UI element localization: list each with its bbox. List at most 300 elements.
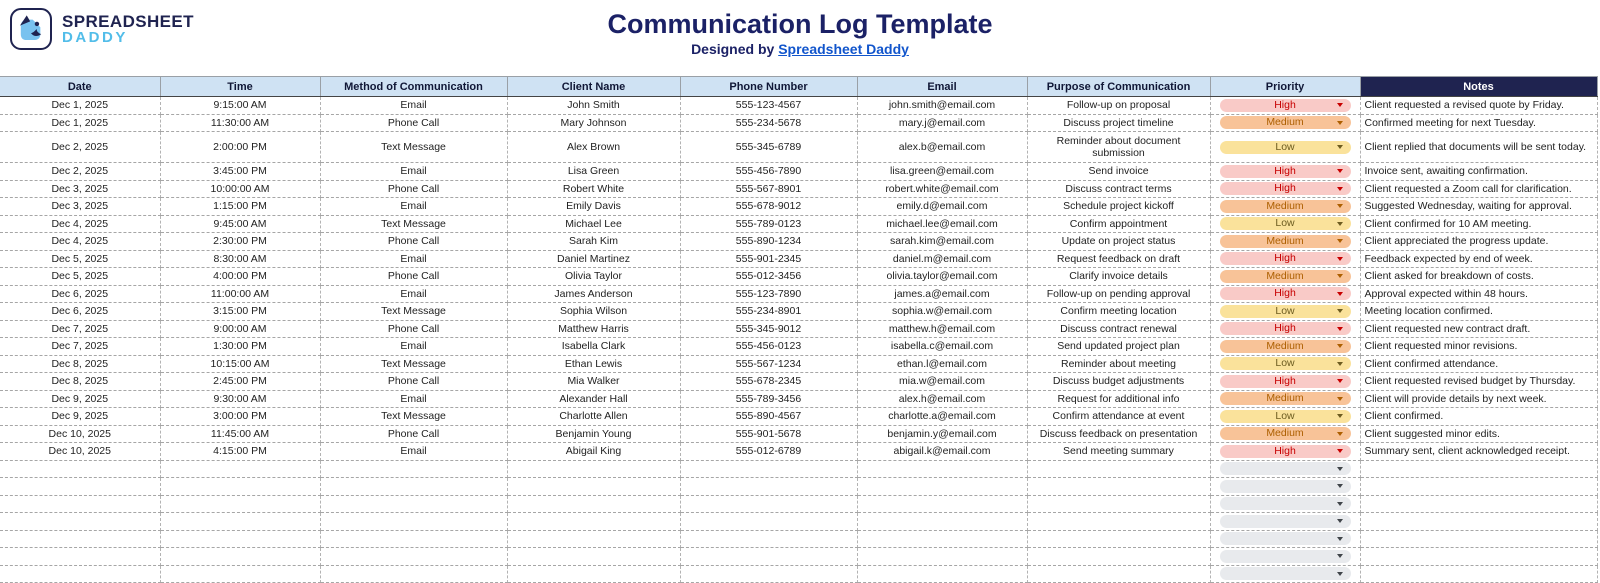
cell-client[interactable] [507,548,680,566]
cell-priority[interactable] [1210,97,1360,115]
cell-client[interactable]: Alexander Hall [507,390,680,408]
cell-date[interactable]: Dec 5, 2025 [0,268,160,286]
cell-client[interactable]: Abigail King [507,443,680,461]
cell-method[interactable] [320,495,507,513]
dog-face-icon [10,8,52,50]
cell-time[interactable]: 9:45:00 AM [160,215,320,233]
cell-priority[interactable] [1210,303,1360,321]
cell-email[interactable]: abigail.k@email.com [857,443,1027,461]
cell-time[interactable]: 1:30:00 PM [160,338,320,356]
priority-dropdown[interactable] [1220,217,1351,230]
priority-dropdown[interactable] [1220,287,1351,300]
cell-priority[interactable] [1210,408,1360,426]
priority-dropdown[interactable] [1220,410,1351,423]
cell-time[interactable]: 9:30:00 AM [160,390,320,408]
cell-email[interactable]: mary.j@email.com [857,114,1027,132]
cell-time[interactable]: 2:30:00 PM [160,233,320,251]
cell-time[interactable]: 8:30:00 AM [160,250,320,268]
cell-purpose[interactable]: Send meeting summary [1027,443,1210,461]
cell-time[interactable] [160,530,320,548]
cell-method[interactable] [320,460,507,478]
cell-email[interactable]: michael.lee@email.com [857,215,1027,233]
cell-notes[interactable] [1360,478,1597,496]
cell-phone[interactable] [680,478,857,496]
priority-dropdown[interactable] [1220,270,1351,283]
cell-client[interactable]: Matthew Harris [507,320,680,338]
cell-method[interactable]: Text Message [320,355,507,373]
cell-email[interactable]: lisa.green@email.com [857,163,1027,181]
cell-email[interactable]: mia.w@email.com [857,373,1027,391]
cell-method[interactable]: Email [320,338,507,356]
cell-phone[interactable]: 555-012-6789 [680,443,857,461]
table-row [0,132,1597,163]
cell-time[interactable]: 10:15:00 AM [160,355,320,373]
priority-dropdown[interactable] [1220,235,1351,248]
cell-client[interactable]: Charlotte Allen [507,408,680,426]
table-row [0,97,1597,115]
cell-email[interactable]: olivia.taylor@email.com [857,268,1027,286]
cell-client[interactable] [507,565,680,583]
cell-priority[interactable] [1210,548,1360,566]
cell-method[interactable]: Text Message [320,408,507,426]
cell-method[interactable]: Phone Call [320,180,507,198]
cell-method[interactable]: Phone Call [320,425,507,443]
cell-phone[interactable]: 555-345-9012 [680,320,857,338]
priority-dropdown[interactable] [1220,567,1351,580]
cell-date[interactable] [0,548,160,566]
priority-dropdown[interactable] [1220,182,1351,195]
table-row [0,303,1597,321]
cell-date[interactable]: Dec 3, 2025 [0,180,160,198]
cell-purpose[interactable]: Discuss contract terms [1027,180,1210,198]
cell-phone[interactable]: 555-901-5678 [680,425,857,443]
cell-purpose[interactable]: Reminder about meeting [1027,355,1210,373]
cell-method[interactable]: Phone Call [320,373,507,391]
cell-email[interactable] [857,530,1027,548]
priority-dropdown[interactable] [1220,515,1351,528]
chevron-down-icon [1337,257,1343,261]
cell-email[interactable]: john.smith@email.com [857,97,1027,115]
cell-date[interactable]: Dec 3, 2025 [0,198,160,216]
cell-notes[interactable]: Suggested Wednesday, waiting for approval. [1360,198,1597,216]
cell-phone[interactable]: 555-789-3456 [680,390,857,408]
cell-priority[interactable] [1210,250,1360,268]
cell-notes[interactable]: Approval expected within 48 hours. [1360,285,1597,303]
cell-client[interactable]: Emily Davis [507,198,680,216]
cell-purpose[interactable]: Discuss contract renewal [1027,320,1210,338]
cell-notes[interactable]: Client requested a revised quote by Friday. [1360,97,1597,115]
priority-dropdown[interactable] [1220,357,1351,370]
cell-phone[interactable]: 555-123-7890 [680,285,857,303]
spreadsheet-daddy-link[interactable]: Spreadsheet Daddy [778,41,909,58]
cell-client[interactable] [507,460,680,478]
cell-purpose[interactable]: Clarify invoice details [1027,268,1210,286]
cell-phone[interactable]: 555-890-4567 [680,408,857,426]
cell-email[interactable]: emily.d@email.com [857,198,1027,216]
column-header-purpose[interactable]: Purpose of Communication [1027,77,1210,97]
cell-notes[interactable]: Client requested new contract draft. [1360,320,1597,338]
cell-client[interactable] [507,495,680,513]
cell-time[interactable]: 4:00:00 PM [160,268,320,286]
cell-notes[interactable]: Client asked for breakdown of costs. [1360,268,1597,286]
cell-purpose[interactable] [1027,495,1210,513]
cell-priority[interactable] [1210,338,1360,356]
cell-purpose[interactable]: Confirm attendance at event [1027,408,1210,426]
cell-client[interactable]: Sophia Wilson [507,303,680,321]
cell-notes[interactable] [1360,565,1597,583]
cell-client[interactable]: Mia Walker [507,373,680,391]
cell-priority[interactable] [1210,285,1360,303]
cell-date[interactable]: Dec 8, 2025 [0,373,160,391]
cell-method[interactable] [320,530,507,548]
cell-priority[interactable] [1210,460,1360,478]
cell-priority[interactable] [1210,114,1360,132]
cell-phone[interactable]: 555-567-8901 [680,180,857,198]
cell-method[interactable]: Text Message [320,303,507,321]
priority-dropdown[interactable] [1220,200,1351,213]
cell-email[interactable]: matthew.h@email.com [857,320,1027,338]
cell-priority[interactable] [1210,163,1360,181]
cell-client[interactable]: Ethan Lewis [507,355,680,373]
priority-dropdown[interactable] [1220,480,1351,493]
cell-purpose[interactable]: Discuss budget adjustments [1027,373,1210,391]
cell-priority[interactable] [1210,425,1360,443]
cell-priority[interactable] [1210,355,1360,373]
cell-notes[interactable]: Client confirmed. [1360,408,1597,426]
cell-phone[interactable]: 555-234-5678 [680,114,857,132]
priority-dropdown[interactable] [1220,252,1351,265]
cell-email[interactable]: isabella.c@email.com [857,338,1027,356]
cell-purpose[interactable]: Confirm appointment [1027,215,1210,233]
cell-client[interactable]: Mary Johnson [507,114,680,132]
cell-client[interactable]: Daniel Martinez [507,250,680,268]
priority-dropdown[interactable] [1220,165,1351,178]
cell-method[interactable]: Phone Call [320,320,507,338]
cell-priority[interactable] [1210,320,1360,338]
cell-method[interactable] [320,513,507,531]
cell-priority[interactable] [1210,373,1360,391]
cell-email[interactable]: alex.h@email.com [857,390,1027,408]
cell-phone[interactable]: 555-567-1234 [680,355,857,373]
cell-date[interactable]: Dec 8, 2025 [0,355,160,373]
cell-date[interactable]: Dec 6, 2025 [0,285,160,303]
priority-dropdown[interactable] [1220,497,1351,510]
cell-client[interactable]: Isabella Clark [507,338,680,356]
cell-notes[interactable]: Client confirmed for 10 AM meeting. [1360,215,1597,233]
cell-client[interactable]: Michael Lee [507,215,680,233]
chevron-down-icon [1337,344,1343,348]
column-header-notes[interactable]: Notes [1360,77,1597,97]
cell-date[interactable]: Dec 2, 2025 [0,132,160,163]
cell-notes[interactable]: Client will provide details by next week. [1360,390,1597,408]
cell-notes[interactable]: Invoice sent, awaiting confirmation. [1360,163,1597,181]
priority-value: High [1274,252,1296,265]
column-header-email[interactable]: Email [857,77,1027,97]
cell-purpose[interactable]: Discuss project timeline [1027,114,1210,132]
column-header-method[interactable]: Method of Communication [320,77,507,97]
cell-email[interactable] [857,478,1027,496]
cell-date[interactable]: Dec 4, 2025 [0,215,160,233]
cell-time[interactable]: 4:15:00 PM [160,443,320,461]
cell-phone[interactable]: 555-901-2345 [680,250,857,268]
cell-method[interactable]: Email [320,443,507,461]
cell-date[interactable]: Dec 4, 2025 [0,233,160,251]
cell-priority[interactable] [1210,443,1360,461]
cell-priority[interactable] [1210,530,1360,548]
priority-dropdown[interactable] [1220,340,1351,353]
priority-dropdown[interactable] [1220,141,1351,154]
cell-notes[interactable]: Client requested revised budget by Thursday. [1360,373,1597,391]
empty-row [0,513,1597,531]
column-header-client[interactable]: Client Name [507,77,680,97]
cell-email[interactable] [857,460,1027,478]
cell-purpose[interactable]: Send invoice [1027,163,1210,181]
cell-time[interactable] [160,460,320,478]
cell-phone[interactable]: 555-456-0123 [680,338,857,356]
cell-purpose[interactable]: Send updated project plan [1027,338,1210,356]
cell-method[interactable]: Text Message [320,215,507,233]
cell-priority[interactable] [1210,513,1360,531]
cell-phone[interactable]: 555-678-2345 [680,373,857,391]
priority-dropdown[interactable] [1220,99,1351,112]
cell-phone[interactable] [680,548,857,566]
cell-client[interactable]: John Smith [507,97,680,115]
cell-method[interactable]: Email [320,198,507,216]
cell-email[interactable]: benjamin.y@email.com [857,425,1027,443]
column-header-phone[interactable]: Phone Number [680,77,857,97]
cell-date[interactable]: Dec 9, 2025 [0,408,160,426]
cell-time[interactable] [160,513,320,531]
cell-purpose[interactable]: Discuss feedback on presentation [1027,425,1210,443]
cell-method[interactable]: Text Message [320,132,507,163]
cell-time[interactable] [160,478,320,496]
cell-purpose[interactable] [1027,513,1210,531]
cell-phone[interactable] [680,513,857,531]
brand-logo [10,8,194,50]
cell-time[interactable]: 10:00:00 AM [160,180,320,198]
cell-notes[interactable]: Meeting location confirmed. [1360,303,1597,321]
cell-phone[interactable]: 555-678-9012 [680,198,857,216]
cell-purpose[interactable] [1027,565,1210,583]
cell-date[interactable]: Dec 7, 2025 [0,320,160,338]
column-header-priority[interactable]: Priority [1210,77,1360,97]
priority-dropdown[interactable] [1220,305,1351,318]
cell-time[interactable]: 2:00:00 PM [160,132,320,163]
priority-dropdown[interactable] [1220,550,1351,563]
cell-email[interactable] [857,495,1027,513]
cell-date[interactable] [0,513,160,531]
cell-email[interactable] [857,548,1027,566]
cell-client[interactable]: James Anderson [507,285,680,303]
cell-client[interactable]: Robert White [507,180,680,198]
priority-value: Low [1275,357,1295,370]
cell-phone[interactable]: 555-123-4567 [680,97,857,115]
cell-client[interactable] [507,530,680,548]
cell-notes[interactable]: Client confirmed attendance. [1360,355,1597,373]
priority-dropdown[interactable] [1220,375,1351,388]
cell-email[interactable]: robert.white@email.com [857,180,1027,198]
cell-priority[interactable] [1210,268,1360,286]
cell-time[interactable]: 11:30:00 AM [160,114,320,132]
cell-priority[interactable] [1210,198,1360,216]
cell-phone[interactable]: 555-456-7890 [680,163,857,181]
priority-dropdown[interactable] [1220,427,1351,440]
cell-purpose[interactable] [1027,478,1210,496]
cell-time[interactable]: 1:15:00 PM [160,198,320,216]
priority-value: Low [1275,304,1295,317]
cell-method[interactable]: Phone Call [320,114,507,132]
cell-time[interactable] [160,495,320,513]
cell-email[interactable]: alex.b@email.com [857,132,1027,163]
cell-notes[interactable] [1360,548,1597,566]
cell-time[interactable]: 11:45:00 AM [160,425,320,443]
column-header-time[interactable]: Time [160,77,320,97]
cell-date[interactable]: Dec 1, 2025 [0,114,160,132]
cell-priority[interactable] [1210,132,1360,163]
cell-notes[interactable]: Client requested a Zoom call for clarification. [1360,180,1597,198]
cell-date[interactable]: Dec 2, 2025 [0,163,160,181]
cell-method[interactable]: Email [320,163,507,181]
cell-date[interactable] [0,495,160,513]
empty-row [0,548,1597,566]
table-row [0,408,1597,426]
cell-notes[interactable] [1360,513,1597,531]
priority-dropdown[interactable] [1220,392,1351,405]
cell-purpose[interactable] [1027,530,1210,548]
cell-phone[interactable] [680,495,857,513]
chevron-down-icon [1337,327,1343,331]
cell-purpose[interactable]: Reminder about document submission [1027,132,1210,163]
cell-purpose[interactable]: Confirm meeting location [1027,303,1210,321]
cell-method[interactable] [320,478,507,496]
cell-client[interactable]: Olivia Taylor [507,268,680,286]
cell-client[interactable]: Alex Brown [507,132,680,163]
cell-method[interactable]: Email [320,285,507,303]
cell-date[interactable] [0,478,160,496]
cell-time[interactable]: 3:45:00 PM [160,163,320,181]
cell-priority[interactable] [1210,180,1360,198]
cell-notes[interactable]: Feedback expected by end of week. [1360,250,1597,268]
cell-time[interactable] [160,548,320,566]
cell-phone[interactable] [680,530,857,548]
cell-priority[interactable] [1210,215,1360,233]
cell-method[interactable]: Email [320,250,507,268]
cell-phone[interactable]: 555-345-6789 [680,132,857,163]
cell-method[interactable] [320,565,507,583]
cell-time[interactable]: 2:45:00 PM [160,373,320,391]
cell-purpose[interactable]: Request feedback on draft [1027,250,1210,268]
cell-date[interactable]: Dec 6, 2025 [0,303,160,321]
cell-notes[interactable] [1360,530,1597,548]
column-header-date[interactable]: Date [0,77,160,97]
cell-email[interactable]: daniel.m@email.com [857,250,1027,268]
cell-method[interactable]: Email [320,97,507,115]
cell-date[interactable]: Dec 9, 2025 [0,390,160,408]
chevron-down-icon [1337,274,1343,278]
cell-date[interactable]: Dec 7, 2025 [0,338,160,356]
cell-phone[interactable]: 555-789-0123 [680,215,857,233]
cell-phone[interactable] [680,565,857,583]
cell-method[interactable]: Email [320,390,507,408]
cell-method[interactable] [320,548,507,566]
cell-phone[interactable]: 555-890-1234 [680,233,857,251]
cell-notes[interactable]: Summary sent, client acknowledged receipt. [1360,443,1597,461]
cell-method[interactable]: Phone Call [320,233,507,251]
cell-time[interactable]: 11:00:00 AM [160,285,320,303]
cell-priority[interactable] [1210,478,1360,496]
priority-value: Low [1275,140,1295,153]
cell-notes[interactable]: Client replied that documents will be sent today. [1360,132,1597,163]
cell-priority[interactable] [1210,565,1360,583]
cell-notes[interactable] [1360,460,1597,478]
chevron-down-icon [1337,397,1343,401]
cell-email[interactable]: sarah.kim@email.com [857,233,1027,251]
priority-dropdown[interactable] [1220,322,1351,335]
cell-client[interactable] [507,513,680,531]
cell-priority[interactable] [1210,495,1360,513]
priority-dropdown[interactable] [1220,116,1351,129]
cell-notes[interactable]: Client suggested minor edits. [1360,425,1597,443]
cell-notes[interactable]: Client requested minor revisions. [1360,338,1597,356]
cell-purpose[interactable]: Update on project status [1027,233,1210,251]
cell-purpose[interactable]: Follow-up on pending approval [1027,285,1210,303]
cell-time[interactable]: 9:00:00 AM [160,320,320,338]
cell-time[interactable]: 3:00:00 PM [160,408,320,426]
cell-date[interactable] [0,460,160,478]
cell-time[interactable] [160,565,320,583]
table-row [0,425,1597,443]
cell-email[interactable] [857,513,1027,531]
cell-purpose[interactable]: Request for additional info [1027,390,1210,408]
cell-time[interactable]: 3:15:00 PM [160,303,320,321]
cell-date[interactable]: Dec 10, 2025 [0,425,160,443]
cell-phone[interactable] [680,460,857,478]
cell-client[interactable]: Benjamin Young [507,425,680,443]
priority-dropdown[interactable] [1220,462,1351,475]
cell-priority[interactable] [1210,233,1360,251]
cell-email[interactable] [857,565,1027,583]
cell-notes[interactable]: Confirmed meeting for next Tuesday. [1360,114,1597,132]
cell-purpose[interactable]: Follow-up on proposal [1027,97,1210,115]
cell-purpose[interactable]: Schedule project kickoff [1027,198,1210,216]
cell-date[interactable]: Dec 1, 2025 [0,97,160,115]
cell-client[interactable] [507,478,680,496]
cell-phone[interactable]: 555-012-3456 [680,268,857,286]
cell-priority[interactable] [1210,390,1360,408]
priority-dropdown[interactable] [1220,532,1351,545]
cell-email[interactable]: ethan.l@email.com [857,355,1027,373]
chevron-down-icon [1337,145,1343,149]
cell-date[interactable] [0,530,160,548]
cell-notes[interactable]: Client appreciated the progress update. [1360,233,1597,251]
cell-date[interactable]: Dec 10, 2025 [0,443,160,461]
cell-client[interactable]: Lisa Green [507,163,680,181]
cell-purpose[interactable] [1027,460,1210,478]
cell-date[interactable] [0,565,160,583]
cell-method[interactable]: Phone Call [320,268,507,286]
cell-time[interactable]: 9:15:00 AM [160,97,320,115]
cell-client[interactable]: Sarah Kim [507,233,680,251]
priority-value: High [1274,287,1296,300]
cell-email[interactable]: james.a@email.com [857,285,1027,303]
cell-email[interactable]: sophia.w@email.com [857,303,1027,321]
cell-phone[interactable]: 555-234-8901 [680,303,857,321]
cell-notes[interactable] [1360,495,1597,513]
cell-purpose[interactable] [1027,548,1210,566]
cell-date[interactable]: Dec 5, 2025 [0,250,160,268]
cell-email[interactable]: charlotte.a@email.com [857,408,1027,426]
priority-dropdown[interactable] [1220,445,1351,458]
